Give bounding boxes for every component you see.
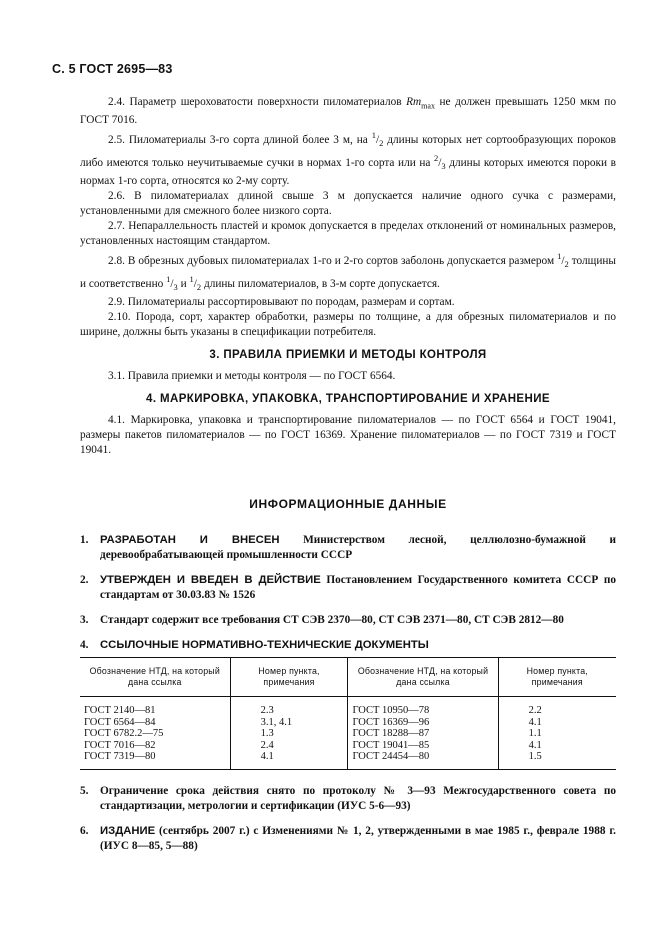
info-item-caption: РАЗРАБОТАН И ВНЕСЕН — [100, 534, 280, 546]
clause-2-5-text-a: 2.5. Пиломатериалы 3-го сорта длиной более 3 м, на — [108, 134, 368, 147]
info-item-text: Ограничение срока действия снято по протоколу № 3—93 Межгосударственного совета по стандартизации, метрологии и сертификации (ИУС 5-6—93) — [100, 784, 616, 812]
info-title: ИНФОРМАЦИОННЫЕ ДАННЫЕ — [249, 497, 447, 511]
table-header: Обозначение НТД, на который дана ссылка — [80, 658, 230, 697]
section-4-heading: 4. МАРКИРОВКА, УПАКОВКА, ТРАНСПОРТИРОВАНИЕ И ХРАНЕНИЕ — [146, 393, 550, 406]
doc-ref: ГОСТ 7016—82 — [84, 739, 156, 751]
fraction-numerator: 2 — [434, 153, 439, 164]
clause-ref: 2.3 — [260, 705, 274, 716]
clause-4-1: 4.1. Маркировка, упаковка и транспортирование пиломатериалов — по ГОСТ 6564 и ГОСТ 19041, размеры пакетов пиломатериалов — по ГОСТ 16369. Хранение пиломатериалов — по ГОСТ 7319 и ГОСТ 19041. — [80, 414, 616, 457]
info-item-number: 5. — [80, 784, 89, 797]
page-header: С. 5 ГОСТ 2695—83 — [52, 62, 173, 76]
clause-ref: 4.1 — [528, 716, 542, 728]
info-item-text: Стандарт содержит все требования СТ СЭВ 2370—80, СТ СЭВ 2371—80, СТ СЭВ 2812—80 — [100, 614, 564, 626]
fraction-denominator: 3 — [173, 282, 178, 293]
table-cell-right-refs — [498, 697, 616, 770]
table-cell-right-docs — [348, 697, 498, 770]
info-item-6 — [80, 824, 616, 854]
doc-ref: ГОСТ 10950—78 — [352, 705, 430, 716]
info-item-number: 4. — [80, 639, 89, 651]
doc-ref: ГОСТ 6564—84 — [84, 716, 156, 728]
clause-3-1: 3.1. Правила приемки и методы контроля — по ГОСТ 6564. — [108, 370, 396, 383]
clause-ref: 2.4 — [260, 739, 274, 751]
info-item-caption: ИЗДАНИЕ — [100, 824, 156, 837]
clause-2-9: 2.9. Пиломатериалы рассортировывают по породам, размерам и сортам. — [108, 296, 455, 309]
info-item-text: Министерством лесной, целлюлозно-бумажной и деревообрабатывающей промышленности СССР — [100, 534, 616, 561]
clause-2-5-text-b: длины которых нет сортообразующих пороков либо имеются только неучитываемые сучки в нормах 1-го сорта или на — [80, 134, 616, 170]
section-3-heading: 3. ПРАВИЛА ПРИЕМКИ И МЕТОДЫ КОНТРОЛЯ — [209, 349, 487, 362]
clause-ref: 2.2 — [528, 705, 542, 716]
fraction-denominator: 2 — [379, 138, 384, 149]
clauses-section-2 — [80, 95, 616, 458]
fraction-numerator: 1 — [371, 130, 376, 141]
clause-2-8: 2.8. В обрезных дубовых пиломатериалах 1-го и 2-го сортов заболонь допускается размером $^1/_2$ толщины и соответственно $^1/_3$ и $^1/_2$ длины пиломатериалов, в 3-м сорте допускается. — [80, 251, 617, 293]
clause-2-7: 2.7. Непараллельность пластей и кромок допускается в пределах отклонений от номинальных размеров, установленных настоящим стандартом. — [80, 220, 616, 248]
fraction-numerator: 1 — [189, 274, 194, 285]
clause-ref: 1.3 — [260, 728, 274, 739]
fraction-numerator: 1 — [166, 274, 171, 285]
information-data — [80, 497, 616, 864]
clause-2-8-text-a: 2.8. В обрезных дубовых пиломатериалах 1-го и 2-го сортов заболонь допускается размером — [108, 255, 555, 268]
doc-ref: ГОСТ 19041—85 — [352, 739, 430, 751]
clause-2-4-text-a: 2.4. Параметр шероховатости поверхности пиломатериалов — [108, 96, 402, 108]
doc-ref: ГОСТ 16369—96 — [352, 716, 430, 728]
info-item-caption: УТВЕРЖДЕН И ВВЕДЕН В ДЕЙСТВИЕ — [100, 574, 321, 586]
clause-2-8-text-c: и — [180, 278, 187, 291]
info-item-caption: ССЫЛОЧНЫЕ НОРМАТИВНО-ТЕХНИЧЕСКИЕ ДОКУМЕНТЫ — [100, 639, 429, 651]
doc-ref: ГОСТ 2140—81 — [84, 705, 156, 716]
clause-ref: 1.5 — [528, 751, 542, 762]
rm-subscript: max — [421, 101, 435, 111]
info-item-number: 3. — [80, 614, 89, 626]
doc-ref: ГОСТ 6782.2—75 — [84, 728, 164, 739]
rm-symbol: Rm — [406, 96, 422, 108]
table-cell-left-docs — [80, 697, 230, 770]
clause-2-8-text-b: толщины и соответственно — [80, 255, 617, 291]
fraction-numerator: 1 — [557, 251, 562, 262]
clause-2-8-text-d: длины пиломатериалов, в 3-м сорте допускается. — [203, 278, 440, 291]
info-item-text: Постановлением Государственного комитета СССР по стандартам от 30.03.83 № 1526 — [100, 574, 616, 601]
fraction-denominator: 2 — [564, 259, 569, 270]
info-item-1 — [80, 533, 616, 563]
info-item-number: 1. — [80, 534, 89, 546]
clause-2-4-text-b: не должен превышать 1250 мкм по ГОСТ 7016. — [80, 96, 616, 127]
references-table — [80, 657, 616, 770]
doc-ref: ГОСТ 7319—80 — [84, 751, 156, 762]
table-header: Номер пункта, примечания — [230, 658, 348, 697]
clause-ref: 4.1 — [528, 739, 542, 751]
info-item-text: (сентябрь 2007 г.) с Изменениями № 1, 2, утвержденными в мае 1985 г., феврале 1988 г. (ИУС 8—85, 5—88) — [100, 824, 616, 852]
clause-ref: 1.1 — [528, 728, 542, 739]
info-item-5 — [80, 784, 616, 814]
info-item-3 — [80, 613, 616, 628]
fraction-denominator: 3 — [441, 161, 446, 172]
fraction-denominator: 2 — [196, 282, 202, 293]
clause-2-4 — [80, 95, 616, 128]
clause-2-5: 2.5. Пиломатериалы 3-го сорта длиной более 3 м, на $^1/_2$ длины которых нет сортообразующих пороков либо имеются только неучитываемые сучки в нормах 1-го сорта или на $^2/_3$ длины которых имеются пороки в нормах 1-го сорта, относятся ко 2-му сорту. — [80, 130, 617, 188]
table-header: Номер пункта, примечания — [498, 658, 616, 697]
clause-2-10: 2.10. Порода, сорт, характер обработки, размеры по толщине, а для обрезных пиломатериалов и по ширине, должны быть указаны в спецификации потребителя. — [80, 311, 616, 339]
doc-ref: ГОСТ 18288—87 — [352, 728, 430, 739]
doc-ref: ГОСТ 24454—80 — [352, 751, 430, 762]
clause-2-6: 2.6. В пиломатериалах длиной свыше 3 м допускается наличие одного сучка с размерами, установленными для смежного более низкого сорта. — [80, 190, 616, 218]
clause-ref: 3.1, 4.1 — [260, 716, 293, 728]
table-cell-left-refs — [230, 697, 348, 770]
clause-ref: 4.1 — [260, 751, 274, 762]
table-header: Обозначение НТД, на который дана ссылка — [348, 658, 498, 697]
info-item-number: 6. — [80, 824, 89, 837]
info-item-2 — [80, 573, 616, 603]
info-item-number: 2. — [80, 574, 89, 586]
clause-2-5-text-c: длины которых имеются пороки в нормах 1-го сорта, относятся ко 2-му сорту. — [80, 157, 617, 188]
info-item-4 — [80, 638, 616, 653]
